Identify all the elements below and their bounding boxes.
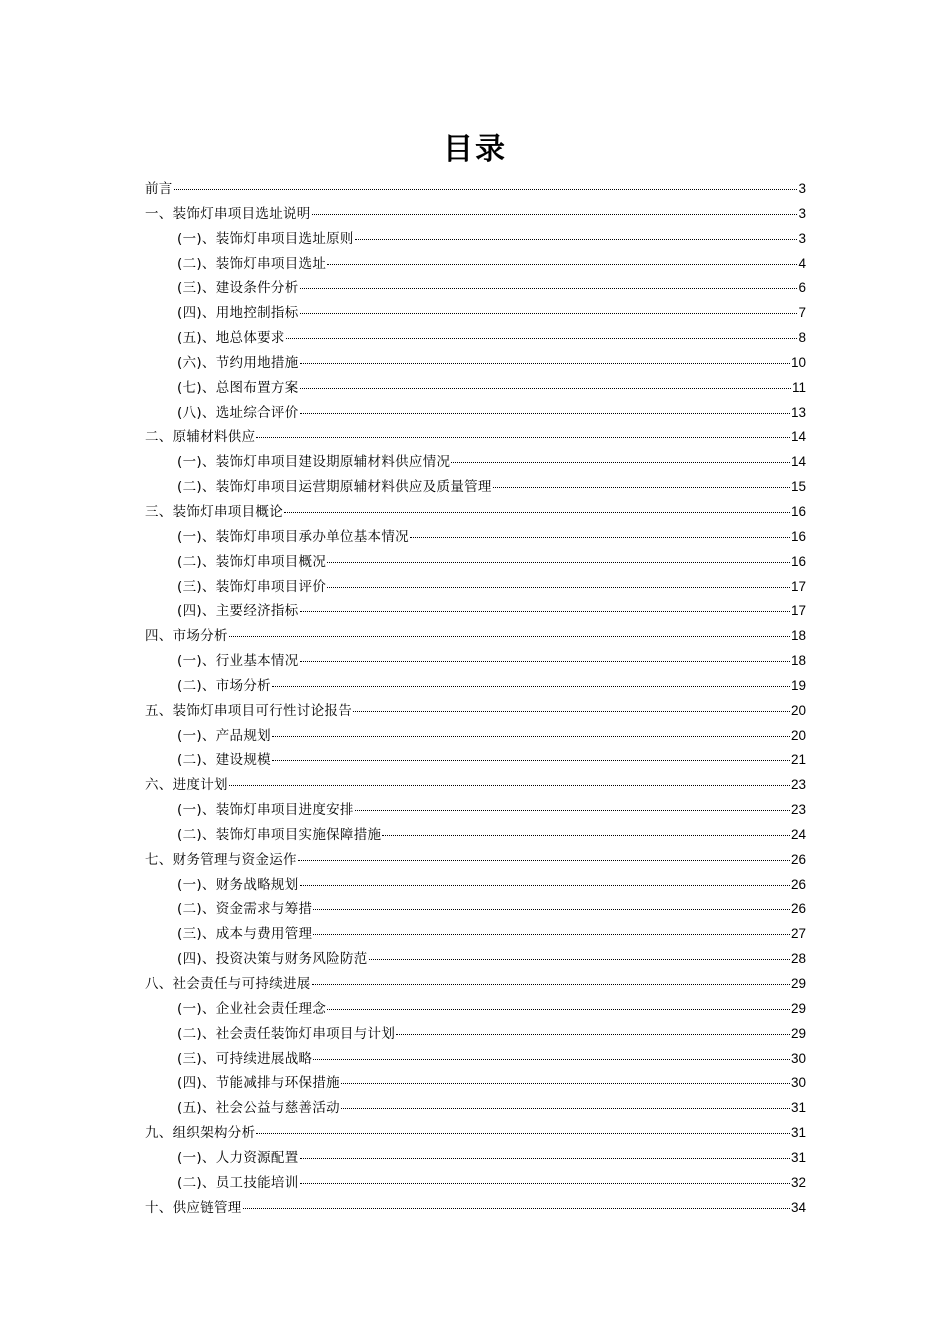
toc-entry-page-number: 24 — [790, 826, 806, 842]
toc-entry-page-number: 23 — [790, 777, 806, 793]
toc-dot-leader — [298, 850, 790, 861]
toc-entry-label: (二)、建设规模 — [177, 752, 271, 769]
toc-entry[interactable] — [145, 897, 806, 922]
toc-entry-label: (一)、财务战略规划 — [177, 876, 299, 893]
toc-dot-leader — [327, 254, 797, 265]
toc-entry-label: (六)、节约用地措施 — [177, 354, 299, 371]
toc-entry[interactable] — [145, 997, 806, 1022]
toc-entry[interactable] — [145, 500, 806, 525]
toc-entry[interactable] — [145, 773, 806, 798]
toc-entry-label: (五)、地总体要求 — [177, 330, 285, 347]
toc-entry[interactable] — [145, 947, 806, 972]
toc-entry-label: 二、原辅材料供应 — [145, 429, 256, 446]
toc-entry-page-number: 32 — [790, 1174, 806, 1190]
toc-entry[interactable] — [145, 301, 806, 326]
toc-entry[interactable] — [145, 450, 806, 475]
toc-entry-page-number: 20 — [790, 727, 806, 743]
toc-entry-page-number: 13 — [790, 404, 806, 420]
toc-entry-label: 三、装饰灯串项目概论 — [145, 503, 283, 520]
toc-entry[interactable] — [145, 699, 806, 724]
toc-entry-page-number: 19 — [790, 677, 806, 693]
toc-entry-page-number: 28 — [790, 951, 806, 967]
toc-entry-page-number: 26 — [790, 851, 806, 867]
toc-entry-page-number: 29 — [790, 1025, 806, 1041]
toc-entry-page-number: 18 — [790, 653, 806, 669]
toc-entry-label: (四)、节能减排与环保措施 — [177, 1075, 340, 1092]
toc-entry[interactable] — [145, 351, 806, 376]
toc-dot-leader — [312, 974, 790, 985]
toc-dot-leader — [300, 651, 790, 662]
toc-entry-label: (五)、社会公益与慈善活动 — [177, 1100, 340, 1117]
toc-entry-label: (二)、装饰灯串项目实施保障措施 — [177, 826, 382, 843]
toc-dot-leader — [229, 775, 790, 786]
toc-entry[interactable] — [145, 624, 806, 649]
toc-entry-label: (三)、建设条件分析 — [177, 280, 299, 297]
toc-entry-label: (二)、装饰灯串项目概况 — [177, 553, 327, 570]
toc-entry-label: (八)、选址综合评价 — [177, 404, 299, 421]
toc-entry-page-number: 31 — [790, 1100, 806, 1116]
toc-entry-label: 九、组织架构分析 — [145, 1125, 256, 1142]
toc-dot-leader — [451, 452, 790, 463]
toc-entry[interactable] — [145, 252, 806, 277]
toc-entry-label: 一、装饰灯串项目选址说明 — [145, 205, 311, 222]
toc-entry-page-number: 17 — [790, 603, 806, 619]
toc-dot-leader — [300, 278, 798, 289]
toc-entry-page-number: 29 — [790, 976, 806, 991]
toc-dot-leader — [272, 676, 790, 687]
toc-entry[interactable] — [145, 1047, 806, 1072]
toc-entry[interactable] — [145, 848, 806, 873]
toc-entry[interactable] — [145, 674, 806, 699]
toc-entry[interactable] — [145, 724, 806, 749]
toc-entry-label: (二)、资金需求与筹措 — [177, 901, 313, 918]
toc-entry-label: (一)、人力资源配置 — [177, 1149, 299, 1166]
toc-dot-leader — [286, 328, 798, 339]
toc-dot-leader — [313, 1049, 790, 1060]
toc-entry-label: (四)、主要经济指标 — [177, 603, 299, 620]
toc-entry[interactable] — [145, 1096, 806, 1121]
toc-entry[interactable] — [145, 177, 806, 202]
toc-entry[interactable] — [145, 1196, 806, 1221]
toc-dot-leader — [341, 1098, 790, 1109]
toc-dot-leader — [369, 949, 790, 960]
toc-entry-page-number: 3 — [798, 230, 806, 246]
toc-entry[interactable] — [145, 873, 806, 898]
toc-entry-page-number: 16 — [790, 503, 806, 519]
toc-entry-label: 七、财务管理与资金运作 — [145, 851, 297, 868]
toc-entry-page-number: 21 — [790, 752, 806, 768]
toc-dot-leader — [256, 427, 790, 438]
toc-entry[interactable] — [145, 326, 806, 351]
toc-entry-label: (一)、装饰灯串项目进度安排 — [177, 802, 354, 819]
toc-entry[interactable] — [145, 1121, 806, 1146]
toc-dot-leader — [327, 552, 790, 563]
toc-entry-label: 前言 — [145, 181, 173, 197]
toc-entry-page-number: 20 — [790, 702, 806, 718]
toc-dot-leader — [272, 750, 790, 761]
toc-entry[interactable] — [145, 823, 806, 848]
toc-dot-leader — [382, 825, 790, 836]
toc-entry[interactable] — [145, 972, 806, 997]
toc-entry-label: (一)、装饰灯串项目承办单位基本情况 — [177, 528, 409, 545]
toc-entry-page-number: 14 — [790, 429, 806, 445]
toc-dot-leader — [300, 1148, 790, 1159]
toc-entry[interactable] — [145, 1171, 806, 1196]
toc-entry-page-number: 23 — [790, 802, 806, 818]
toc-dot-leader — [243, 1198, 790, 1209]
toc-entry-page-number: 8 — [798, 330, 806, 346]
toc-entry-page-number: 30 — [790, 1050, 806, 1066]
toc-entry-label: (一)、产品规划 — [177, 727, 271, 744]
toc-entry[interactable] — [145, 649, 806, 674]
toc-entry-page-number: 26 — [790, 876, 806, 892]
toc-entry-label: (二)、装饰灯串项目运营期原辅材料供应及质量管理 — [177, 479, 492, 496]
toc-entry-page-number: 11 — [791, 379, 806, 395]
toc-entry-page-number: 31 — [790, 1125, 806, 1141]
toc-dot-leader — [493, 477, 790, 488]
toc-entry-page-number: 4 — [798, 255, 806, 271]
toc-entry-label: (二)、装饰灯串项目选址 — [177, 255, 327, 272]
toc-dot-leader — [312, 204, 798, 215]
toc-entry[interactable] — [145, 798, 806, 823]
toc-entry-label: 十、供应链管理 — [145, 1199, 242, 1216]
toc-dot-leader — [300, 353, 790, 364]
toc-entry-page-number: 3 — [798, 205, 806, 221]
toc-dot-leader — [229, 626, 790, 637]
toc-entry[interactable] — [145, 1022, 806, 1047]
toc-entry[interactable] — [145, 202, 806, 227]
toc-entry-page-number: 6 — [798, 280, 806, 296]
toc-entry-label: (一)、行业基本情况 — [177, 653, 299, 670]
toc-dot-leader — [327, 577, 790, 588]
toc-entry-page-number: 31 — [790, 1149, 806, 1165]
toc-entry[interactable] — [145, 227, 806, 252]
toc-entry[interactable] — [145, 575, 806, 600]
toc-dot-leader — [300, 1173, 790, 1184]
toc-entry[interactable] — [145, 1146, 806, 1171]
toc-entry-page-number: 3 — [798, 181, 806, 196]
toc-dot-leader — [341, 1073, 790, 1084]
toc-entry-label: (二)、市场分析 — [177, 677, 271, 694]
toc-dot-leader — [355, 229, 798, 240]
toc-dot-leader — [300, 875, 790, 886]
toc-entry[interactable] — [145, 401, 806, 426]
toc-entry[interactable] — [145, 1071, 806, 1096]
toc-dot-leader — [256, 1123, 790, 1134]
toc-entry-label: 四、市场分析 — [145, 628, 228, 645]
toc-entry-label: (一)、装饰灯串项目选址原则 — [177, 230, 354, 247]
toc-title: 目录 — [443, 132, 507, 167]
toc-entry-page-number: 26 — [790, 901, 806, 917]
toc-entry-page-number: 30 — [790, 1075, 806, 1091]
toc-entry[interactable] — [145, 425, 806, 450]
toc-entry-label: (三)、成本与费用管理 — [177, 926, 313, 943]
toc-dot-leader — [355, 800, 790, 811]
toc-entry[interactable] — [145, 475, 806, 500]
toc-entry-label: (三)、可持续进展战略 — [177, 1050, 313, 1067]
toc-entry-page-number: 17 — [790, 578, 806, 594]
toc-dot-leader — [300, 403, 790, 414]
toc-entry-label: 八、社会责任与可持续进展 — [145, 976, 311, 992]
toc-entry-page-number: 34 — [790, 1199, 806, 1215]
toc-dot-leader — [300, 601, 790, 612]
toc-entry[interactable] — [145, 550, 806, 575]
toc-entry-page-number: 29 — [790, 1000, 806, 1016]
toc-dot-leader — [313, 924, 790, 935]
toc-entry-page-number: 27 — [790, 926, 806, 942]
toc-entry[interactable] — [145, 599, 806, 624]
toc-dot-leader — [327, 999, 790, 1010]
toc-entry[interactable] — [145, 276, 806, 301]
toc-dot-leader — [410, 527, 790, 538]
toc-entry[interactable] — [145, 748, 806, 773]
toc-entry-label: (四)、投资决策与财务风险防范 — [177, 951, 368, 968]
toc-dot-leader — [284, 502, 790, 513]
toc-entry-label: (二)、社会责任装饰灯串项目与计划 — [177, 1025, 396, 1042]
toc-entry[interactable] — [145, 376, 806, 401]
toc-entry-page-number: 15 — [790, 479, 806, 495]
toc-entry[interactable] — [145, 525, 806, 550]
toc-dot-leader — [174, 179, 798, 190]
toc-dot-leader — [300, 303, 798, 314]
toc-entry-label: (四)、用地控制指标 — [177, 305, 299, 322]
toc-entry[interactable] — [145, 922, 806, 947]
toc-entry-label: 五、装饰灯串项目可行性讨论报告 — [145, 702, 352, 719]
toc-entry-page-number: 16 — [790, 553, 806, 569]
toc-dot-leader — [272, 726, 790, 737]
toc-entry-page-number: 14 — [790, 454, 806, 470]
toc-entry-label: (一)、装饰灯串项目建设期原辅材料供应情况 — [177, 454, 451, 471]
table-of-contents — [145, 177, 806, 1220]
toc-entry-label: (一)、企业社会责任理念 — [177, 1000, 327, 1017]
toc-entry-page-number: 7 — [798, 305, 806, 321]
toc-entry-page-number: 16 — [790, 528, 806, 544]
toc-entry-label: (三)、装饰灯串项目评价 — [177, 578, 327, 595]
toc-dot-leader — [353, 701, 790, 712]
toc-dot-leader — [313, 899, 790, 910]
toc-entry-label: 六、进度计划 — [145, 777, 228, 794]
toc-entry-page-number: 18 — [790, 628, 806, 644]
toc-entry-page-number: 10 — [790, 354, 806, 370]
toc-dot-leader — [300, 378, 791, 389]
toc-entry-label: (二)、员工技能培训 — [177, 1174, 299, 1191]
toc-dot-leader — [396, 1024, 790, 1035]
toc-entry-label: (七)、总图布置方案 — [177, 379, 299, 396]
